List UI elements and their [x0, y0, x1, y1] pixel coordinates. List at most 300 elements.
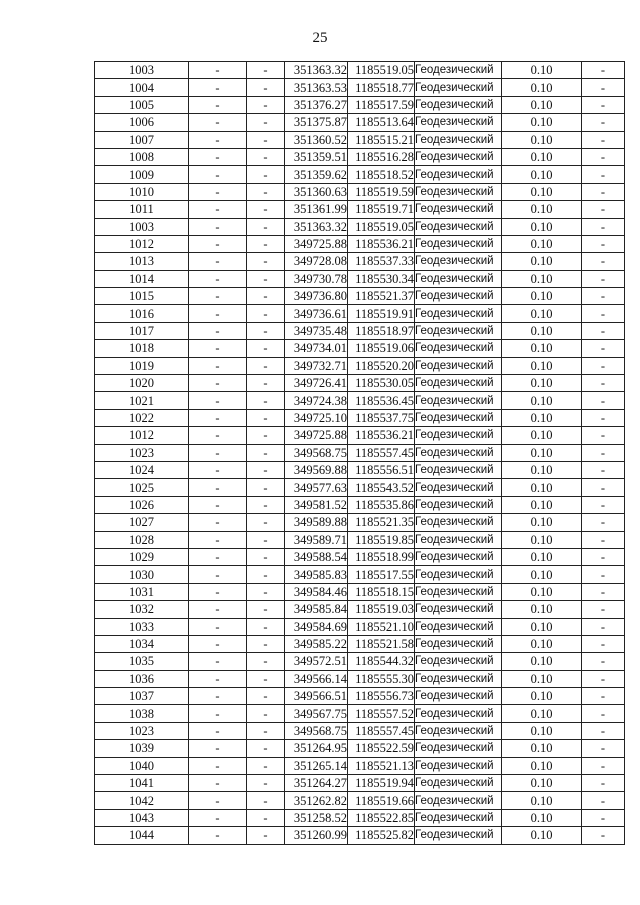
blank-cell: -	[582, 618, 625, 635]
table-row	[95, 548, 625, 565]
y-coordinate-cell: 1185522.59	[348, 740, 415, 757]
table-row	[95, 670, 625, 687]
point-number-cell: 1027	[95, 514, 189, 531]
blank-cell: -	[189, 757, 247, 774]
y-coordinate-cell: 1185521.37	[348, 288, 415, 305]
blank-cell: -	[189, 322, 247, 339]
blank-cell: -	[582, 253, 625, 270]
y-coordinate-cell: 1185535.86	[348, 496, 415, 513]
blank-cell: -	[247, 757, 285, 774]
method-cell: Геодезический	[415, 183, 502, 200]
table-row	[95, 79, 625, 96]
method-cell: Геодезический	[415, 322, 502, 339]
y-coordinate-cell: 1185521.58	[348, 635, 415, 652]
table-row	[95, 392, 625, 409]
blank-cell: -	[247, 183, 285, 200]
blank-cell: -	[247, 96, 285, 113]
blank-cell: -	[582, 148, 625, 165]
point-number-cell: 1023	[95, 722, 189, 739]
blank-cell: -	[247, 114, 285, 131]
method-cell: Геодезический	[415, 461, 502, 478]
accuracy-cell: 0.10	[502, 114, 582, 131]
method-cell: Геодезический	[415, 548, 502, 565]
method-cell: Геодезический	[415, 409, 502, 426]
table-row	[95, 96, 625, 113]
blank-cell: -	[247, 461, 285, 478]
blank-cell: -	[582, 583, 625, 600]
x-coordinate-cell: 351363.32	[285, 62, 348, 79]
point-number-cell: 1032	[95, 601, 189, 618]
method-cell: Геодезический	[415, 514, 502, 531]
blank-cell: -	[189, 653, 247, 670]
x-coordinate-cell: 349736.61	[285, 305, 348, 322]
table-row	[95, 479, 625, 496]
table-row	[95, 288, 625, 305]
blank-cell: -	[582, 479, 625, 496]
x-coordinate-cell: 349584.69	[285, 618, 348, 635]
accuracy-cell: 0.10	[502, 514, 582, 531]
blank-cell: -	[247, 618, 285, 635]
table-row	[95, 201, 625, 218]
y-coordinate-cell: 1185521.13	[348, 757, 415, 774]
accuracy-cell: 0.10	[502, 288, 582, 305]
accuracy-cell: 0.10	[502, 253, 582, 270]
point-number-cell: 1021	[95, 392, 189, 409]
accuracy-cell: 0.10	[502, 740, 582, 757]
blank-cell: -	[582, 548, 625, 565]
accuracy-cell: 0.10	[502, 148, 582, 165]
blank-cell: -	[582, 792, 625, 809]
blank-cell: -	[582, 444, 625, 461]
blank-cell: -	[582, 670, 625, 687]
table-row	[95, 775, 625, 792]
point-number-cell: 1026	[95, 496, 189, 513]
y-coordinate-cell: 1185519.05	[348, 218, 415, 235]
point-number-cell: 1031	[95, 583, 189, 600]
blank-cell: -	[582, 427, 625, 444]
x-coordinate-cell: 351262.82	[285, 792, 348, 809]
method-cell: Геодезический	[415, 670, 502, 687]
y-coordinate-cell: 1185521.35	[348, 514, 415, 531]
blank-cell: -	[189, 357, 247, 374]
accuracy-cell: 0.10	[502, 827, 582, 844]
blank-cell: -	[189, 566, 247, 583]
table-row	[95, 183, 625, 200]
y-coordinate-cell: 1185557.45	[348, 722, 415, 739]
blank-cell: -	[247, 392, 285, 409]
blank-cell: -	[247, 427, 285, 444]
blank-cell: -	[582, 114, 625, 131]
accuracy-cell: 0.10	[502, 548, 582, 565]
accuracy-cell: 0.10	[502, 566, 582, 583]
point-number-cell: 1024	[95, 461, 189, 478]
y-coordinate-cell: 1185515.21	[348, 131, 415, 148]
x-coordinate-cell: 349585.84	[285, 601, 348, 618]
blank-cell: -	[582, 183, 625, 200]
blank-cell: -	[582, 461, 625, 478]
point-number-cell: 1015	[95, 288, 189, 305]
accuracy-cell: 0.10	[502, 496, 582, 513]
method-cell: Геодезический	[415, 79, 502, 96]
table-row	[95, 740, 625, 757]
y-coordinate-cell: 1185544.32	[348, 653, 415, 670]
page-number: 25	[312, 30, 328, 46]
point-number-cell: 1020	[95, 375, 189, 392]
x-coordinate-cell: 351376.27	[285, 96, 348, 113]
method-cell: Геодезический	[415, 531, 502, 548]
blank-cell: -	[247, 253, 285, 270]
x-coordinate-cell: 351363.53	[285, 79, 348, 96]
table-row	[95, 827, 625, 844]
x-coordinate-cell: 349588.54	[285, 548, 348, 565]
accuracy-cell: 0.10	[502, 340, 582, 357]
x-coordinate-cell: 351363.32	[285, 218, 348, 235]
x-coordinate-cell: 349584.46	[285, 583, 348, 600]
method-cell: Геодезический	[415, 688, 502, 705]
blank-cell: -	[247, 496, 285, 513]
x-coordinate-cell: 351264.95	[285, 740, 348, 757]
y-coordinate-cell: 1185557.45	[348, 444, 415, 461]
method-cell: Геодезический	[415, 479, 502, 496]
blank-cell: -	[247, 131, 285, 148]
blank-cell: -	[247, 722, 285, 739]
blank-cell: -	[247, 201, 285, 218]
blank-cell: -	[247, 705, 285, 722]
x-coordinate-cell: 349732.71	[285, 357, 348, 374]
point-number-cell: 1012	[95, 235, 189, 252]
table-row	[95, 653, 625, 670]
method-cell: Геодезический	[415, 253, 502, 270]
blank-cell: -	[189, 444, 247, 461]
point-number-cell: 1019	[95, 357, 189, 374]
point-number-cell: 1029	[95, 548, 189, 565]
method-cell: Геодезический	[415, 757, 502, 774]
x-coordinate-cell: 349585.83	[285, 566, 348, 583]
method-cell: Геодезический	[415, 131, 502, 148]
table-row	[95, 340, 625, 357]
blank-cell: -	[247, 79, 285, 96]
blank-cell: -	[189, 166, 247, 183]
blank-cell: -	[189, 827, 247, 844]
table-row	[95, 757, 625, 774]
x-coordinate-cell: 349730.78	[285, 270, 348, 287]
y-coordinate-cell: 1185519.66	[348, 792, 415, 809]
blank-cell: -	[189, 148, 247, 165]
x-coordinate-cell: 349728.08	[285, 253, 348, 270]
y-coordinate-cell: 1185536.21	[348, 427, 415, 444]
x-coordinate-cell: 349724.38	[285, 392, 348, 409]
blank-cell: -	[189, 479, 247, 496]
accuracy-cell: 0.10	[502, 235, 582, 252]
table-row	[95, 722, 625, 739]
point-number-cell: 1004	[95, 79, 189, 96]
table-row	[95, 705, 625, 722]
point-number-cell: 1018	[95, 340, 189, 357]
x-coordinate-cell: 349568.75	[285, 722, 348, 739]
accuracy-cell: 0.10	[502, 322, 582, 339]
table-row	[95, 461, 625, 478]
blank-cell: -	[582, 218, 625, 235]
method-cell: Геодезический	[415, 583, 502, 600]
point-number-cell: 1039	[95, 740, 189, 757]
blank-cell: -	[247, 148, 285, 165]
point-number-cell: 1025	[95, 479, 189, 496]
accuracy-cell: 0.10	[502, 775, 582, 792]
blank-cell: -	[582, 827, 625, 844]
point-number-cell: 1003	[95, 218, 189, 235]
x-coordinate-cell: 351360.63	[285, 183, 348, 200]
x-coordinate-cell: 349734.01	[285, 340, 348, 357]
blank-cell: -	[582, 392, 625, 409]
blank-cell: -	[247, 531, 285, 548]
blank-cell: -	[582, 514, 625, 531]
blank-cell: -	[189, 775, 247, 792]
method-cell: Геодезический	[415, 705, 502, 722]
x-coordinate-cell: 351265.14	[285, 757, 348, 774]
blank-cell: -	[247, 479, 285, 496]
table-row	[95, 531, 625, 548]
method-cell: Геодезический	[415, 288, 502, 305]
accuracy-cell: 0.10	[502, 653, 582, 670]
y-coordinate-cell: 1185519.91	[348, 305, 415, 322]
x-coordinate-cell: 349577.63	[285, 479, 348, 496]
table-row	[95, 148, 625, 165]
blank-cell: -	[247, 409, 285, 426]
blank-cell: -	[189, 305, 247, 322]
method-cell: Геодезический	[415, 148, 502, 165]
blank-cell: -	[582, 201, 625, 218]
table-row	[95, 809, 625, 826]
y-coordinate-cell: 1185519.05	[348, 62, 415, 79]
table-row	[95, 253, 625, 270]
point-number-cell: 1010	[95, 183, 189, 200]
y-coordinate-cell: 1185516.28	[348, 148, 415, 165]
blank-cell: -	[582, 357, 625, 374]
blank-cell: -	[582, 131, 625, 148]
method-cell: Геодезический	[415, 809, 502, 826]
table-row	[95, 235, 625, 252]
y-coordinate-cell: 1185530.34	[348, 270, 415, 287]
y-coordinate-cell: 1185521.10	[348, 618, 415, 635]
method-cell: Геодезический	[415, 114, 502, 131]
method-cell: Геодезический	[415, 62, 502, 79]
y-coordinate-cell: 1185519.85	[348, 531, 415, 548]
point-number-cell: 1042	[95, 792, 189, 809]
blank-cell: -	[189, 253, 247, 270]
y-coordinate-cell: 1185518.97	[348, 322, 415, 339]
method-cell: Геодезический	[415, 653, 502, 670]
y-coordinate-cell: 1185520.20	[348, 357, 415, 374]
y-coordinate-cell: 1185518.77	[348, 79, 415, 96]
table-row	[95, 131, 625, 148]
blank-cell: -	[189, 218, 247, 235]
x-coordinate-cell: 351359.51	[285, 148, 348, 165]
point-number-cell: 1023	[95, 444, 189, 461]
blank-cell: -	[189, 131, 247, 148]
method-cell: Геодезический	[415, 722, 502, 739]
point-number-cell: 1012	[95, 427, 189, 444]
x-coordinate-cell: 349566.14	[285, 670, 348, 687]
y-coordinate-cell: 1185530.05	[348, 375, 415, 392]
accuracy-cell: 0.10	[502, 427, 582, 444]
y-coordinate-cell: 1185519.59	[348, 183, 415, 200]
accuracy-cell: 0.10	[502, 635, 582, 652]
blank-cell: -	[582, 288, 625, 305]
blank-cell: -	[582, 96, 625, 113]
method-cell: Геодезический	[415, 496, 502, 513]
point-number-cell: 1006	[95, 114, 189, 131]
x-coordinate-cell: 351260.99	[285, 827, 348, 844]
accuracy-cell: 0.10	[502, 479, 582, 496]
blank-cell: -	[189, 340, 247, 357]
table-row	[95, 496, 625, 513]
point-number-cell: 1011	[95, 201, 189, 218]
y-coordinate-cell: 1185556.73	[348, 688, 415, 705]
blank-cell: -	[189, 792, 247, 809]
accuracy-cell: 0.10	[502, 166, 582, 183]
method-cell: Геодезический	[415, 235, 502, 252]
point-number-cell: 1022	[95, 409, 189, 426]
point-number-cell: 1013	[95, 253, 189, 270]
blank-cell: -	[582, 757, 625, 774]
point-number-cell: 1014	[95, 270, 189, 287]
coordinates-table	[94, 61, 625, 845]
accuracy-cell: 0.10	[502, 183, 582, 200]
table-row	[95, 62, 625, 79]
blank-cell: -	[189, 183, 247, 200]
blank-cell: -	[582, 79, 625, 96]
method-cell: Геодезический	[415, 566, 502, 583]
y-coordinate-cell: 1185519.94	[348, 775, 415, 792]
x-coordinate-cell: 349566.51	[285, 688, 348, 705]
y-coordinate-cell: 1185543.52	[348, 479, 415, 496]
accuracy-cell: 0.10	[502, 201, 582, 218]
blank-cell: -	[189, 96, 247, 113]
point-number-cell: 1034	[95, 635, 189, 652]
blank-cell: -	[247, 583, 285, 600]
accuracy-cell: 0.10	[502, 809, 582, 826]
blank-cell: -	[189, 235, 247, 252]
y-coordinate-cell: 1185537.33	[348, 253, 415, 270]
table-row	[95, 375, 625, 392]
blank-cell: -	[247, 775, 285, 792]
blank-cell: -	[189, 201, 247, 218]
x-coordinate-cell: 351361.99	[285, 201, 348, 218]
blank-cell: -	[582, 496, 625, 513]
accuracy-cell: 0.10	[502, 79, 582, 96]
point-number-cell: 1037	[95, 688, 189, 705]
blank-cell: -	[247, 601, 285, 618]
table-row	[95, 114, 625, 131]
accuracy-cell: 0.10	[502, 583, 582, 600]
blank-cell: -	[189, 427, 247, 444]
blank-cell: -	[582, 722, 625, 739]
blank-cell: -	[189, 461, 247, 478]
accuracy-cell: 0.10	[502, 305, 582, 322]
blank-cell: -	[247, 218, 285, 235]
method-cell: Геодезический	[415, 635, 502, 652]
x-coordinate-cell: 349569.88	[285, 461, 348, 478]
x-coordinate-cell: 349585.22	[285, 635, 348, 652]
blank-cell: -	[247, 288, 285, 305]
blank-cell: -	[189, 688, 247, 705]
point-number-cell: 1017	[95, 322, 189, 339]
x-coordinate-cell: 349581.52	[285, 496, 348, 513]
table-row	[95, 601, 625, 618]
table-row	[95, 357, 625, 374]
method-cell: Геодезический	[415, 375, 502, 392]
method-cell: Геодезический	[415, 740, 502, 757]
coordinates-table-body	[95, 62, 625, 845]
point-number-cell: 1016	[95, 305, 189, 322]
accuracy-cell: 0.10	[502, 705, 582, 722]
blank-cell: -	[247, 635, 285, 652]
accuracy-cell: 0.10	[502, 375, 582, 392]
blank-cell: -	[582, 740, 625, 757]
accuracy-cell: 0.10	[502, 618, 582, 635]
table-row	[95, 166, 625, 183]
blank-cell: -	[189, 375, 247, 392]
method-cell: Геодезический	[415, 827, 502, 844]
point-number-cell: 1008	[95, 148, 189, 165]
blank-cell: -	[582, 305, 625, 322]
accuracy-cell: 0.10	[502, 670, 582, 687]
y-coordinate-cell: 1185519.06	[348, 340, 415, 357]
x-coordinate-cell: 349725.88	[285, 235, 348, 252]
blank-cell: -	[247, 62, 285, 79]
blank-cell: -	[247, 548, 285, 565]
y-coordinate-cell: 1185557.52	[348, 705, 415, 722]
blank-cell: -	[247, 375, 285, 392]
blank-cell: -	[582, 809, 625, 826]
blank-cell: -	[189, 548, 247, 565]
accuracy-cell: 0.10	[502, 131, 582, 148]
point-number-cell: 1043	[95, 809, 189, 826]
blank-cell: -	[189, 114, 247, 131]
table-row	[95, 618, 625, 635]
y-coordinate-cell: 1185536.21	[348, 235, 415, 252]
blank-cell: -	[247, 688, 285, 705]
method-cell: Геодезический	[415, 96, 502, 113]
method-cell: Геодезический	[415, 270, 502, 287]
point-number-cell: 1038	[95, 705, 189, 722]
table-row	[95, 444, 625, 461]
blank-cell: -	[582, 62, 625, 79]
blank-cell: -	[582, 235, 625, 252]
accuracy-cell: 0.10	[502, 722, 582, 739]
blank-cell: -	[189, 288, 247, 305]
accuracy-cell: 0.10	[502, 62, 582, 79]
blank-cell: -	[582, 775, 625, 792]
blank-cell: -	[189, 705, 247, 722]
method-cell: Геодезический	[415, 340, 502, 357]
accuracy-cell: 0.10	[502, 531, 582, 548]
accuracy-cell: 0.10	[502, 270, 582, 287]
blank-cell: -	[582, 705, 625, 722]
x-coordinate-cell: 349726.41	[285, 375, 348, 392]
blank-cell: -	[582, 409, 625, 426]
table-row	[95, 583, 625, 600]
blank-cell: -	[189, 809, 247, 826]
table-row	[95, 305, 625, 322]
blank-cell: -	[189, 392, 247, 409]
point-number-cell: 1036	[95, 670, 189, 687]
point-number-cell: 1033	[95, 618, 189, 635]
point-number-cell: 1028	[95, 531, 189, 548]
blank-cell: -	[189, 531, 247, 548]
blank-cell: -	[582, 166, 625, 183]
y-coordinate-cell: 1185518.99	[348, 548, 415, 565]
